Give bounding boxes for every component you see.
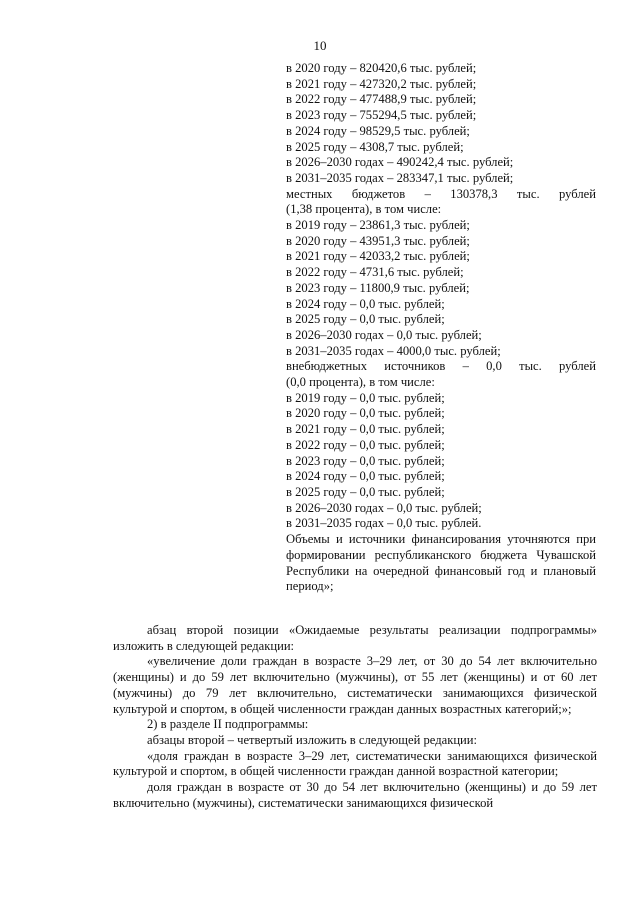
financing-line: в 2031–2035 годах – 0,0 тыс. рублей. xyxy=(286,516,482,531)
financing-line: в 2026–2030 годах – 490242,4 тыс. рублей; xyxy=(286,155,514,170)
financing-line: в 2021 году – 0,0 тыс. рублей; xyxy=(286,422,445,437)
financing-line: в 2019 году – 23861,3 тыс. рублей; xyxy=(286,218,470,233)
financing-column xyxy=(286,61,596,595)
financing-line: в 2023 году – 11800,9 тыс. рублей; xyxy=(286,280,470,295)
financing-line: в 2023 году – 755294,5 тыс. рублей; xyxy=(286,108,477,123)
financing-line: в 2022 году – 0,0 тыс. рублей; xyxy=(286,437,445,452)
financing-line: в 2020 году – 43951,3 тыс. рублей; xyxy=(286,233,470,248)
financing-line: в 2019 году – 0,0 тыс. рублей; xyxy=(286,390,445,405)
financing-line: в 2021 году – 42033,2 тыс. рублей; xyxy=(286,249,470,264)
local-budgets-heading: местных бюджетов – 130378,3 тыс. рублей xyxy=(286,186,596,201)
financing-line: в 2025 году – 0,0 тыс. рублей; xyxy=(286,312,445,327)
body-paragraph: «доля граждан в возрасте 3–29 лет, систематически занимающихся физической культурой и спортом, в общей численности граждан данной возрастной категории; xyxy=(113,748,597,779)
body-paragraph: доля граждан в возрасте от 30 до 54 лет включительно (женщины) и до 59 лет включительно (мужчины), систематически занимающихся физической xyxy=(113,780,597,810)
financing-line: в 2022 году – 4731,6 тыс. рублей; xyxy=(286,265,464,280)
financing-line: в 2026–2030 годах – 0,0 тыс. рублей; xyxy=(286,500,482,515)
page-number: 10 xyxy=(313,38,327,53)
financing-line: в 2031–2035 годах – 4000,0 тыс. рублей; xyxy=(286,343,501,358)
financing-line: в 2024 году – 0,0 тыс. рублей; xyxy=(286,469,445,484)
body-paragraph: абзацы второй – четвертый изложить в следующей редакции: xyxy=(147,732,478,747)
body-paragraph: 2) в разделе II подпрограммы: xyxy=(147,717,309,732)
financing-line: в 2025 году – 4308,7 тыс. рублей; xyxy=(286,139,464,154)
financing-line: в 2025 году – 0,0 тыс. рублей; xyxy=(286,484,445,499)
financing-line: в 2022 году – 477488,9 тыс. рублей; xyxy=(286,92,477,107)
financing-line: в 2020 году – 820420,6 тыс. рублей; xyxy=(286,61,477,75)
financing-line: в 2020 году – 0,0 тыс. рублей; xyxy=(286,406,445,421)
document-body xyxy=(113,623,597,811)
financing-line: в 2024 году – 0,0 тыс. рублей; xyxy=(286,296,445,311)
extrabudgetary-share: (0,0 процента), в том числе: xyxy=(286,375,435,390)
financing-line: в 2026–2030 годах – 0,0 тыс. рублей; xyxy=(286,327,482,342)
body-paragraph: «увеличение доли граждан в возрасте 3–29 лет, от 30 до 54 лет включительно (женщины) и до 59 лет включительно (мужчины), от 55 лет (женщины) и от 60 лет (мужчины) до 79 лет включительно, систематически занимающихся физической культурой и спортом, в общей численности граждан данных возрастных категорий;»; xyxy=(113,654,597,716)
financing-line: в 2024 году – 98529,5 тыс. рублей; xyxy=(286,123,470,138)
body-paragraph: абзац второй позиции «Ожидаемые результаты реализации подпрограммы» изложить в следующей редакции: xyxy=(113,623,597,653)
financing-closing-note: Объемы и источники финансирования уточняются при формировании республиканского бюджета Чувашской Республики на очередной финансовый год и плановый период»; xyxy=(286,532,596,594)
financing-line: в 2031–2035 годах – 283347,1 тыс. рублей; xyxy=(286,170,514,185)
extrabudgetary-heading: внебюджетных источников – 0,0 тыс. рублей xyxy=(286,359,596,374)
financing-line: в 2021 году – 427320,2 тыс. рублей; xyxy=(286,76,477,91)
financing-line: в 2023 году – 0,0 тыс. рублей; xyxy=(286,453,445,468)
local-budgets-share: (1,38 процента), в том числе: xyxy=(286,202,442,217)
